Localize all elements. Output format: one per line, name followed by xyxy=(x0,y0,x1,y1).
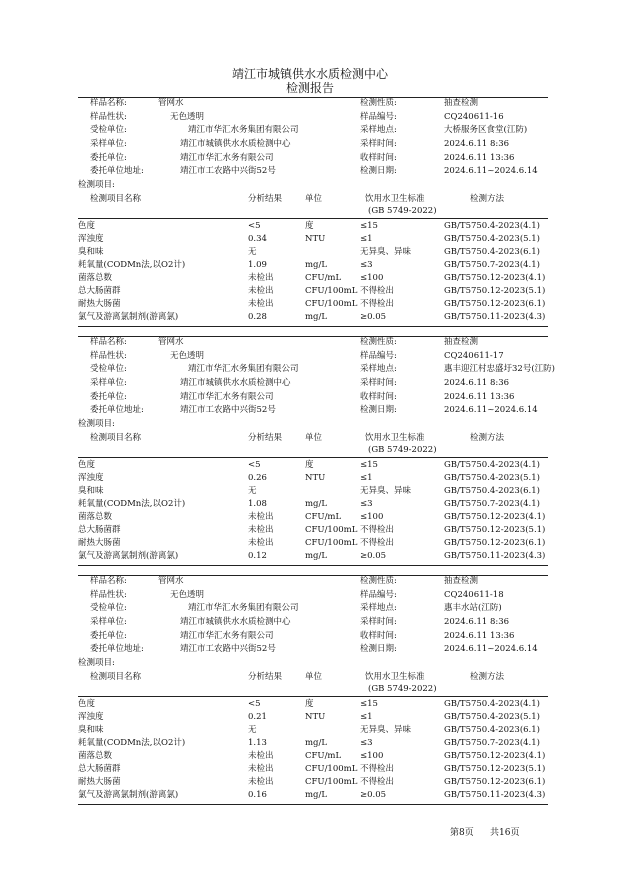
value-sample-name: 管网水 xyxy=(158,98,184,108)
label-sample-time: 采样时间: xyxy=(360,139,397,149)
label-test-date: 检测日期: xyxy=(360,166,397,176)
value-client: 靖江市华汇水务集团有限公司 xyxy=(188,603,299,613)
row-item: 总大肠菌群 xyxy=(78,525,121,535)
row-result: 未检出 xyxy=(248,286,274,296)
row-standard: ≥0.05 xyxy=(360,790,387,800)
row-standard: ≤100 xyxy=(360,512,384,522)
row-result: 0.12 xyxy=(248,551,267,561)
row-result: <5 xyxy=(248,699,261,709)
value-sample-state: 无色透明 xyxy=(170,112,205,122)
col-standard-ref: (GB 5749-2022) xyxy=(368,684,437,694)
col-method: 检测方法 xyxy=(470,672,505,682)
row-result: 未检出 xyxy=(248,764,274,774)
label-number: 样品编号: xyxy=(360,112,397,122)
row-item: 浑浊度 xyxy=(78,712,104,722)
row-item: 色度 xyxy=(78,699,96,709)
label-nature: 检测性质: xyxy=(360,337,397,347)
label-site: 采样地点: xyxy=(360,364,397,374)
label-client: 受检单位: xyxy=(90,364,127,374)
sample-block xyxy=(0,97,620,353)
value-test-date: 2024.6.11~2024.6.14 xyxy=(444,405,538,415)
row-unit: CFU/100mL xyxy=(305,286,358,296)
row-standard: ≥0.05 xyxy=(360,551,387,561)
row-standard: ≤3 xyxy=(360,260,373,270)
bottom-rule xyxy=(78,804,548,805)
row-standard: ≥0.05 xyxy=(360,312,387,322)
value-site: 大桥服务区食堂(江防) xyxy=(444,125,528,135)
row-method: GB/T5750.11-2023(4.3) xyxy=(444,790,546,800)
row-unit: CFU/100mL xyxy=(305,525,358,535)
col-method: 检测方法 xyxy=(470,433,505,443)
label-client: 受检单位: xyxy=(90,125,127,135)
row-method: GB/T5750.12-2023(4.1) xyxy=(444,512,546,522)
label-items-heading: 检测项目: xyxy=(78,658,115,668)
row-unit: CFU/mL xyxy=(305,512,342,522)
label-sample-state: 样品性状: xyxy=(90,351,127,361)
label-entrust-unit: 委托单位: xyxy=(90,153,127,163)
col-result: 分析结果 xyxy=(248,433,283,443)
label-items-heading: 检测项目: xyxy=(78,180,115,190)
label-client: 受检单位: xyxy=(90,603,127,613)
col-standard: 饮用水卫生标准 xyxy=(365,433,425,443)
row-item: 耐热大肠菌 xyxy=(78,777,121,787)
page-total: 共16页 xyxy=(490,828,520,838)
value-receive-time: 2024.6.11 13:36 xyxy=(444,153,515,163)
value-entrust-addr: 靖江市工农路中兴街52号 xyxy=(180,405,276,415)
row-standard: ≤3 xyxy=(360,738,373,748)
label-sample-state: 样品性状: xyxy=(90,590,127,600)
row-method: GB/T5750.12-2023(4.1) xyxy=(444,751,546,761)
label-nature: 检测性质: xyxy=(360,576,397,586)
header-rule xyxy=(78,696,548,697)
label-items-heading: 检测项目: xyxy=(78,419,115,429)
col-unit: 单位 xyxy=(305,672,323,682)
label-entrust-addr: 委托单位地址: xyxy=(90,166,144,176)
report-title: 靖江市城镇供水水质检测中心 xyxy=(231,67,388,81)
row-method: GB/T5750.7-2023(4.1) xyxy=(444,499,540,509)
row-method: GB/T5750.4-2023(5.1) xyxy=(444,712,540,722)
row-item: 总大肠菌群 xyxy=(78,764,121,774)
row-unit: 度 xyxy=(305,699,314,709)
row-result: 无 xyxy=(248,725,257,735)
row-unit: mg/L xyxy=(305,738,328,748)
value-sample-time: 2024.6.11 8:36 xyxy=(444,617,510,627)
row-method: GB/T5750.12-2023(6.1) xyxy=(444,777,546,787)
row-item: 耗氧量(CODMn法,以O2计) xyxy=(78,260,186,270)
row-item: 耐热大肠菌 xyxy=(78,299,121,309)
bottom-rule xyxy=(78,565,548,566)
sample-block xyxy=(0,575,620,831)
label-entrust-unit: 委托单位: xyxy=(90,392,127,402)
label-site: 采样地点: xyxy=(360,603,397,613)
row-item: 氯气及游离氯制剂(游离氯) xyxy=(78,551,179,561)
value-sample-name: 管网水 xyxy=(158,337,184,347)
row-method: GB/T5750.12-2023(5.1) xyxy=(444,286,546,296)
row-standard: ≤1 xyxy=(360,712,373,722)
row-result: 未检出 xyxy=(248,525,274,535)
value-sampler: 靖江市城镇供水水质检测中心 xyxy=(180,139,291,149)
bottom-rule xyxy=(78,326,548,327)
row-method: GB/T5750.11-2023(4.3) xyxy=(444,312,546,322)
row-item: 菌落总数 xyxy=(78,512,113,522)
value-number: CQ240611-16 xyxy=(444,112,504,122)
value-entrust-unit: 靖江市华汇水务有限公司 xyxy=(180,392,274,402)
col-standard-ref: (GB 5749-2022) xyxy=(368,206,437,216)
row-unit: CFU/100mL xyxy=(305,299,358,309)
row-standard: 无异臭、异味 xyxy=(360,486,412,496)
row-result: 0.34 xyxy=(248,234,267,244)
row-standard: 不得检出 xyxy=(360,777,395,787)
value-sample-state: 无色透明 xyxy=(170,590,205,600)
row-item: 色度 xyxy=(78,221,96,231)
row-method: GB/T5750.12-2023(4.1) xyxy=(444,273,546,283)
label-receive-time: 收样时间: xyxy=(360,631,397,641)
row-item: 氯气及游离氯制剂(游离氯) xyxy=(78,312,179,322)
col-unit: 单位 xyxy=(305,194,323,204)
row-result: 1.13 xyxy=(248,738,267,748)
value-sample-state: 无色透明 xyxy=(170,351,205,361)
row-unit: 度 xyxy=(305,460,314,470)
col-standard-ref: (GB 5749-2022) xyxy=(368,445,437,455)
row-unit: mg/L xyxy=(305,790,328,800)
row-method: GB/T5750.4-2023(6.1) xyxy=(444,247,540,257)
value-test-date: 2024.6.11~2024.6.14 xyxy=(444,644,538,654)
row-result: 未检出 xyxy=(248,538,274,548)
row-item: 臭和味 xyxy=(78,247,104,257)
value-entrust-addr: 靖江市工农路中兴街52号 xyxy=(180,644,276,654)
row-standard: ≤100 xyxy=(360,273,384,283)
row-unit: NTU xyxy=(305,473,326,483)
label-sample-time: 采样时间: xyxy=(360,617,397,627)
row-result: 1.08 xyxy=(248,499,267,509)
row-item: 臭和味 xyxy=(78,486,104,496)
label-entrust-addr: 委托单位地址: xyxy=(90,644,144,654)
label-number: 样品编号: xyxy=(360,351,397,361)
value-site: 惠丰迎江村忠盛圩32号(江防) xyxy=(444,364,555,374)
row-result: 0.16 xyxy=(248,790,267,800)
row-standard: 无异臭、异味 xyxy=(360,725,412,735)
col-method: 检测方法 xyxy=(470,194,505,204)
row-standard: ≤100 xyxy=(360,751,384,761)
row-result: 未检出 xyxy=(248,777,274,787)
row-standard: 不得检出 xyxy=(360,538,395,548)
label-sample-state: 样品性状: xyxy=(90,112,127,122)
label-entrust-unit: 委托单位: xyxy=(90,631,127,641)
row-standard: ≤15 xyxy=(360,460,378,470)
row-result: 未检出 xyxy=(248,299,274,309)
value-sampler: 靖江市城镇供水水质检测中心 xyxy=(180,617,291,627)
row-unit: mg/L xyxy=(305,551,328,561)
col-result: 分析结果 xyxy=(248,194,283,204)
sample-block xyxy=(0,336,620,592)
row-item: 耗氧量(CODMn法,以O2计) xyxy=(78,738,186,748)
value-entrust-unit: 靖江市华汇水务有限公司 xyxy=(180,153,274,163)
label-sample-name: 样品名称: xyxy=(90,98,127,108)
label-receive-time: 收样时间: xyxy=(360,392,397,402)
value-number: CQ240611-18 xyxy=(444,590,504,600)
row-method: GB/T5750.4-2023(5.1) xyxy=(444,473,540,483)
row-item: 总大肠菌群 xyxy=(78,286,121,296)
row-unit: mg/L xyxy=(305,499,328,509)
row-result: 0.26 xyxy=(248,473,267,483)
row-unit: CFU/100mL xyxy=(305,777,358,787)
col-item: 检测项目名称 xyxy=(90,194,142,204)
row-method: GB/T5750.4-2023(4.1) xyxy=(444,221,540,231)
row-unit: 度 xyxy=(305,221,314,231)
row-method: GB/T5750.12-2023(5.1) xyxy=(444,525,546,535)
row-unit: mg/L xyxy=(305,312,328,322)
row-method: GB/T5750.12-2023(5.1) xyxy=(444,764,546,774)
value-entrust-unit: 靖江市华汇水务有限公司 xyxy=(180,631,274,641)
value-sample-time: 2024.6.11 8:36 xyxy=(444,378,510,388)
value-sampler: 靖江市城镇供水水质检测中心 xyxy=(180,378,291,388)
value-nature: 抽查检测 xyxy=(444,98,479,108)
row-item: 菌落总数 xyxy=(78,751,113,761)
value-receive-time: 2024.6.11 13:36 xyxy=(444,631,515,641)
row-unit: CFU/mL xyxy=(305,273,342,283)
row-unit: NTU xyxy=(305,234,326,244)
row-unit: CFU/mL xyxy=(305,751,342,761)
row-method: GB/T5750.7-2023(4.1) xyxy=(444,260,540,270)
header-rule xyxy=(78,218,548,219)
row-standard: ≤1 xyxy=(360,473,373,483)
row-result: 无 xyxy=(248,247,257,257)
value-number: CQ240611-17 xyxy=(444,351,504,361)
row-result: 1.09 xyxy=(248,260,267,270)
label-nature: 检测性质: xyxy=(360,98,397,108)
page-number: 第8页 xyxy=(450,828,474,838)
row-method: GB/T5750.4-2023(4.1) xyxy=(444,699,540,709)
label-sample-name: 样品名称: xyxy=(90,576,127,586)
col-unit: 单位 xyxy=(305,433,323,443)
row-unit: CFU/100mL xyxy=(305,538,358,548)
label-test-date: 检测日期: xyxy=(360,405,397,415)
row-standard: 不得检出 xyxy=(360,764,395,774)
value-receive-time: 2024.6.11 13:36 xyxy=(444,392,515,402)
value-nature: 抽查检测 xyxy=(444,576,479,586)
label-entrust-addr: 委托单位地址: xyxy=(90,405,144,415)
value-sample-time: 2024.6.11 8:36 xyxy=(444,139,510,149)
row-standard: 无异臭、异味 xyxy=(360,247,412,257)
row-item: 色度 xyxy=(78,460,96,470)
label-sample-name: 样品名称: xyxy=(90,337,127,347)
row-standard: ≤15 xyxy=(360,221,378,231)
row-unit: CFU/100mL xyxy=(305,764,358,774)
row-result: 0.28 xyxy=(248,312,267,322)
row-result: 未检出 xyxy=(248,751,274,761)
col-standard: 饮用水卫生标准 xyxy=(365,194,425,204)
row-method: GB/T5750.4-2023(6.1) xyxy=(444,725,540,735)
row-item: 臭和味 xyxy=(78,725,104,735)
value-site: 惠丰水站(江防) xyxy=(444,603,502,613)
row-result: 无 xyxy=(248,486,257,496)
col-item: 检测项目名称 xyxy=(90,433,142,443)
row-standard: ≤3 xyxy=(360,499,373,509)
row-method: GB/T5750.12-2023(6.1) xyxy=(444,299,546,309)
row-result: 未检出 xyxy=(248,273,274,283)
row-method: GB/T5750.4-2023(4.1) xyxy=(444,460,540,470)
row-method: GB/T5750.11-2023(4.3) xyxy=(444,551,546,561)
col-standard: 饮用水卫生标准 xyxy=(365,672,425,682)
label-receive-time: 收样时间: xyxy=(360,153,397,163)
row-result: <5 xyxy=(248,221,261,231)
row-standard: 不得检出 xyxy=(360,286,395,296)
value-test-date: 2024.6.11~2024.6.14 xyxy=(444,166,538,176)
label-site: 采样地点: xyxy=(360,125,397,135)
row-item: 耐热大肠菌 xyxy=(78,538,121,548)
value-client: 靖江市华汇水务集团有限公司 xyxy=(188,125,299,135)
row-result: <5 xyxy=(248,460,261,470)
row-item: 氯气及游离氯制剂(游离氯) xyxy=(78,790,179,800)
row-method: GB/T5750.7-2023(4.1) xyxy=(444,738,540,748)
row-standard: ≤15 xyxy=(360,699,378,709)
row-unit: mg/L xyxy=(305,260,328,270)
label-sampler: 采样单位: xyxy=(90,139,127,149)
row-item: 浑浊度 xyxy=(78,234,104,244)
col-result: 分析结果 xyxy=(248,672,283,682)
row-result: 未检出 xyxy=(248,512,274,522)
row-standard: 不得检出 xyxy=(360,525,395,535)
row-method: GB/T5750.4-2023(6.1) xyxy=(444,486,540,496)
row-item: 菌落总数 xyxy=(78,273,113,283)
row-method: GB/T5750.4-2023(5.1) xyxy=(444,234,540,244)
value-sample-name: 管网水 xyxy=(158,576,184,586)
row-standard: ≤1 xyxy=(360,234,373,244)
row-item: 耗氧量(CODMn法,以O2计) xyxy=(78,499,186,509)
label-number: 样品编号: xyxy=(360,590,397,600)
value-nature: 抽查检测 xyxy=(444,337,479,347)
label-sampler: 采样单位: xyxy=(90,617,127,627)
col-item: 检测项目名称 xyxy=(90,672,142,682)
label-sample-time: 采样时间: xyxy=(360,378,397,388)
row-standard: 不得检出 xyxy=(360,299,395,309)
header-rule xyxy=(78,457,548,458)
row-item: 浑浊度 xyxy=(78,473,104,483)
label-test-date: 检测日期: xyxy=(360,644,397,654)
label-sampler: 采样单位: xyxy=(90,378,127,388)
row-method: GB/T5750.12-2023(6.1) xyxy=(444,538,546,548)
row-unit: NTU xyxy=(305,712,326,722)
row-result: 0.21 xyxy=(248,712,267,722)
value-client: 靖江市华汇水务集团有限公司 xyxy=(188,364,299,374)
value-entrust-addr: 靖江市工农路中兴街52号 xyxy=(180,166,276,176)
report-subtitle: 检测报告 xyxy=(285,81,334,95)
